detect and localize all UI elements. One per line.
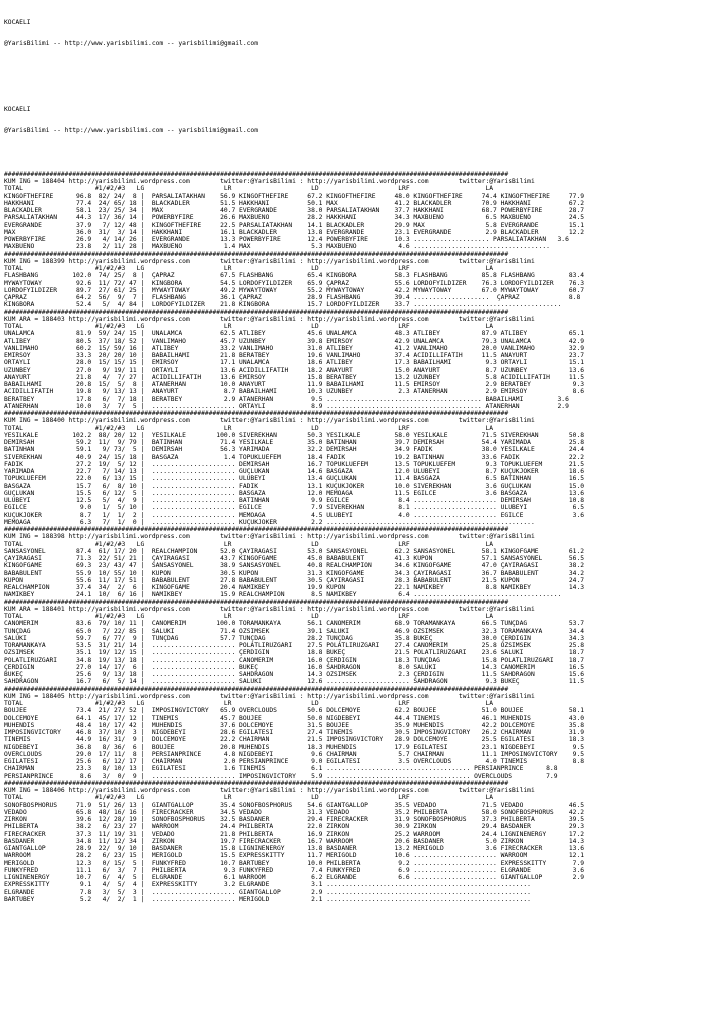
header-title: KOCAELI (4, 18, 31, 26)
race-title: KUM ING = 188406 http://yarisbilimi.wordpress.com twitter:@YarisBilimi : http://yarisbilimi.wordpress.com twitter:@YarisBilimi (4, 787, 535, 794)
table-row: TUNÇDAG 65.0 7/ 22/ 85 | SALUKI 71.4 ÖZSIMSEK 39.1 SALUKI 46.9 ÖZSIMSEK 32.3 TORAMANKAYA 34.4 (4, 627, 585, 635)
table-row: SANSASYONEL 87.4 61/ 17/ 20 | REALCHAMPION 52.0 ÇAYIRAGASI 53.0 SANSASYONEL 62.2 SANSASYONEL 58.1 KINGOFGAME 61.2 (4, 547, 585, 555)
table-row: GIANTGALLOP 28.9 22/ 9/ 10 | BASDANER 15.8 LIGNINENERGY 13.8 BASDANER 13.2 MERIGOLD 3.6 FIRECRACKER 13.6 (4, 845, 585, 852)
table-row: HAKKHANI 77.4 24/ 65/ 18 | BLACKADLER 51.5 HAKKHANI 50.1 MAX 41.2 BLACKADLER 70.9 HAKKHANI 67.2 (4, 199, 585, 207)
table-row: POWERBYFIRE 26.9 4/ 14/ 26 | EVERGRANDE 13.3 POWERBYFIRE 12.4 POWERBYFIRE 10.3 .................... PARSALIATAKHAN 3.6 (4, 236, 569, 243)
race-section (4, 309, 720, 411)
section-divider: ##################################################################################################################################### (4, 779, 509, 787)
table-row: BATINHAN 59.1 9/ 73/ 5 | DEMIRSAH 56.3 YARIMADA 32.2 DEMIRSAH 34.9 FADIK 38.0 YESILKALE 24.4 (4, 446, 585, 454)
table-row: CHAIRMAN 23.3 8/ 10/ 13 | EGILATESI 1.6 TINEMIS 6.1 ...................................... PERSIANPRINCE 8.8 (4, 765, 558, 773)
table-row: PERSIANPRINCE 8.6 3/ 0/ 9 | ...................... IMPOSINGVICTORY 5.9 ...................................... OVERCLOUDS 7.9 (4, 772, 558, 780)
table-row: IMPOSINGVICTORY 46.8 37/ 10/ 3 | NIGDEBEYI 28.6 EGILATESI 27.4 TINEMIS 30.5 IMPOSINGVICTORY 26.2 CHAIRMAN 31.9 (4, 729, 585, 736)
column-headers: TOTAL #1/#2/#3 LG LR LD LRF LA (4, 185, 494, 193)
table-row: KUPON 55.6 11/ 17/ 51 | BABABÜLENT 27.8 BABABÜLENT 30.5 ÇAYIRAGASI 28.3 BABABÜLENT 21.5 KUPON 24.7 (4, 576, 585, 584)
race-title: KUM ING = 188398 http://yarisbilimi.wordpress.com twitter:@YarisBilimi : http://yarisbilimi.wordpress.com twitter:@YarisBilimi (4, 533, 535, 541)
table-row: BERATBEY 17.8 6/ 7/ 18 | BERATBEY 2.9 ATANERHAN 9.5 ......................................... BABAILHAMI 3.6 (4, 395, 569, 403)
race-section (4, 171, 720, 251)
table-row: BLACKADLER 58.1 23/ 25/ 34 | MAX 40.7 EVERGRANDE 38.0 PARSALIATAKHAN 37.7 HAKKHANI 68.7 POWERBYFIRE 28.7 (4, 207, 585, 214)
section-divider: ##################################################################################################################################### (4, 410, 509, 417)
table-row: LIGNINENERGY 10.7 6/ 4/ 5 | ELGRANDE 6.1 WARROOM 6.2 ELGRANDE 6.6 ...................... GIANTGALLOP 2.9 (4, 874, 585, 881)
header-contact: @YarisBilimi -- http://www.yarisbilimi.com -- yarisbilimi@gmail.com (4, 127, 259, 135)
column-headers: TOTAL #1/#2/#3 LG LR LD LRF LA (4, 613, 494, 620)
table-row: KINGOFTHEFIRE 96.8 82/ 24/ 8 | PARSALIATAKHAN 56.9 KINGOFTHEFIRE 67.2 KINGOFTHEFIRE 48.0 KINGOFTHEFIRE 74.4 KINGOFTHEFIRE 77.9 (4, 192, 585, 200)
race-section (4, 410, 720, 526)
table-row: UZUNBEY 27.0 9/ 19/ 11 | ORTAYLI 13.6 ACIDILLIFATIH 18.2 ANAYURT 15.0 ANAYURT 8.7 UZUNBEY 13.6 (4, 366, 585, 374)
table-row: ELGRANDE 7.8 3/ 5/ 3 | ...................... GIANTGALLOP 2.9 ...................................................... (4, 888, 531, 896)
section-divider: ##################################################################################################################################### (4, 250, 509, 258)
table-row: EGILCE 9.0 1/ 5/ 10 | ...................... EGILCE 7.9 SIVEREKHAN 8.1 ...................... ULUBEYI 6.5 (4, 504, 585, 512)
table-row: BARTUBEY 5.2 4/ 2/ 1 | ...................... MERIGOLD 2.1 ...................................................... (4, 895, 531, 903)
race-section (4, 686, 720, 780)
table-row: CANOMERIM 83.6 79/ 10/ 11 | CANOMERIM 100.0 TORAMANKAYA 56.1 CANOMERIM 68.9 TORAMANKAYA 66.5 TUNÇDAG 53.7 (4, 620, 585, 628)
race-title: KUM ING = 188404 http://yarisbilimi.wordpress.com twitter:@YarisBilimi : http://yarisbilimi.wordpress.com twitter:@YarisBilimi (4, 178, 535, 185)
table-row: SAHDRAGON 16.7 6/ 5/ 14 | ...................... SALUKI 12.6 ...................... SAHDRAGON 9.3 BÜKEÇ 11.5 (4, 678, 585, 686)
table-row: PHILBERTA 38.2 6/ 23/ 27 | WARROOM 24.4 PHILBERTA 22.0 ZIRKON 30.9 ZIRKON 29.4 BASDANER 29.3 (4, 823, 585, 831)
table-row: SIVEREKHAN 40.9 24/ 15/ 18 | BASGAZA 1.4 TOPUKLUEFEM 18.4 FADIK 19.2 BATINHAN 33.6 FADIK 22.2 (4, 453, 585, 461)
table-row: BOUJEE 73.4 21/ 27/ 52 | IMPOSINGVICTORY 65.9 OVERCLOUDS 50.6 DOLCEMOYE 62.2 BOUJEE 51.0 BOUJEE 58.1 (4, 707, 585, 715)
race-title: KUM ING = 188400 http://yarisbilimi.wordpress.com twitter:@YarisBilimi : http://yarisbilimi.wordpress.com twitter:@YarisBilimi (4, 417, 535, 425)
table-row: TINEMIS 44.9 16/ 31/ 9 | DOLCEMOYE 22.2 CHAIRMAN 21.5 IMPOSINGVICTORY 28.9 DOLCEMOYE 25.5 EGILATESI 18.3 (4, 736, 585, 744)
column-headers: TOTAL #1/#2/#3 LG LR LD LRF LA (4, 323, 494, 330)
race-section (4, 599, 720, 686)
race-title: KUM ARA = 188403 http://yarisbilimi.wordpress.com twitter:@YarisBilimi : http://yarisbilimi.wordpress.com twitter:@YarisBilimi (4, 315, 535, 323)
table-row: ANAYURT 21.8 4/ 7/ 27 | ACIDILLIFATIH 13.6 EMIRSOY 15.8 BERATBEY 13.2 UZUNBEY 5.8 ACIDILLIFATIH 11.5 (4, 373, 585, 381)
table-row: EGILATESI 25.6 6/ 12/ 17 | CHAIRMAN 2.0 PERSIANPRINCE 9.0 EGILATESI 3.5 OVERCLOUDS 4.0 TINEMIS 8.8 (4, 758, 585, 765)
table-row: ÜNALAMCA 81.9 59/ 24/ 15 | ÜNALAMCA 62.5 ATLIBEY 45.6 ÜNALAMCA 48.3 ATLIBEY 87.9 ATLIBEY 65.1 (4, 330, 585, 338)
table-row: MERIGOLD 12.3 0/ 15/ 5 | FUNKYFRED 10.7 BARTUBEY 10.0 PHILBERTA 9.2 ...................... EXPRESSKITTY 7.9 (4, 859, 585, 867)
header-contact: @YarisBilimi -- http://www.yarisbilimi.com -- yarisbilimi@gmail.com (4, 40, 259, 48)
table-row: ZIRKON 39.6 12/ 28/ 19 | SONOFBOSPHORUS 32.5 BASDANER 29.4 FIRECRACKER 31.9 SONOFBOSPHORUS 37.3 PHILBERTA 39.5 (4, 816, 585, 823)
table-row: EMIRSOY 33.3 20/ 20/ 10 | BABAILHAMI 21.8 BERATBEY 19.6 VANLIMAHO 37.4 ACIDILLIFATIH 11.5 ANAYURT 23.7 (4, 352, 585, 359)
table-row: ORTAYLI 28.0 15/ 15/ 15 | EMIRSOY 17.1 ÜNALAMCA 18.6 ATLIBEY 17.3 BABAILHAMI 9.3 ORTAYLI 15.1 (4, 359, 585, 367)
table-row: ATANERHAN 10.0 3/ 7/ 5 | ...................... ORTAYLI 8.9 ......................................... ATANERHAN 2.9 (4, 402, 569, 410)
race-section (4, 780, 720, 903)
table-row: EVERGRANDE 37.9 7/ 12/ 48 | KINGOFTHEFIRE 22.5 PARSALIATAKHAN 14.1 BLACKADLER 29.9 MAX 5.8 EVERGRANDE 15.1 (4, 221, 585, 229)
column-headers: TOTAL #1/#2/#3 LG LR LD LRF LA (4, 424, 494, 432)
table-row: FLASHBANG 102.0 74/ 25/ 8 | ÇAPRAZ 67.5 FLASHBANG 65.4 KINGBORA 58.3 FLASHBANG 85.8 FLASHBANG 83.4 (4, 272, 585, 280)
header-title: KOCAELI (4, 105, 31, 113)
table-row: MAX 36.0 31/ 3/ 14 | HAKKHANI 16.1 BLACKADLER 13.8 EVERGRANDE 23.1 EVERGRANDE 2.9 BLACKADLER 12.2 (4, 228, 585, 236)
section-divider: ##################################################################################################################################### (4, 526, 509, 533)
table-row: YARIMADA 22.7 7/ 14/ 13 | ...................... GÜÇLÜKAN 14.6 BASGAZA 12.0 ULUBEYI 8.7 KÜÇÜKJOKER 18.6 (4, 468, 585, 475)
table-row: POLATLIRÜZGARI 34.8 19/ 13/ 18 | ...................... CANOMERIM 16.0 ÇERDIGIN 18.3 TUNÇDAG 15.8 POLATLIRÜZGARI 18.7 (4, 656, 585, 664)
section-divider: ##################################################################################################################################### (4, 308, 509, 316)
table-row: MEMOAGA 6.3 7/ 1/ 0 | ...................... KÜÇÜKJOKER 2.2 ....................................................... (4, 518, 535, 526)
table-row: LORDOFYILDIZER 89.7 27/ 61/ 25 | MYWAYTOWAY 49.2 MYWAYTOWAY 55.2 MYWAYTOWAY 42.2 MYWAYTOWAY 67.0 MYWAYTOWAY 60.7 (4, 286, 585, 294)
table-row: YESILKALE 102.2 88/ 20/ 12 | YESILKALE 100.0 SIVEREKHAN 50.3 YESILKALE 58.0 YESILKALE 71.5 SIVEREKHAN 50.8 (4, 431, 585, 439)
table-row: BASDANER 34.8 11/ 12/ 34 | ZIRKON 19.7 FIRECRACKER 16.7 WARROOM 20.6 BASDANER 5.0 ZIRKON 14.3 (4, 837, 585, 845)
section-divider: ##################################################################################################################################### (4, 685, 509, 693)
table-row: DOLCEMOYE 64.1 45/ 17/ 12 | TINEMIS 45.7 BOUJEE 50.0 NIGDEBEYI 44.4 TINEMIS 46.1 MÜHENDIS 43.0 (4, 714, 585, 722)
table-row: MYWAYTOWAY 92.6 11/ 72/ 47 | KINGBORA 54.5 LORDOFYILDIZER 65.9 ÇAPRAZ 55.6 LORDOFYILDIZER 76.3 LORDOFYILDIZER 76.3 (4, 279, 585, 287)
table-row: BASGAZA 15.7 6/ 8/ 10 | ...................... FADIK 13.1 KÜÇÜKJOKER 10.0 SIVEREKHAN 3.6 GÜÇLÜKAN 15.0 (4, 482, 585, 490)
table-row: KINGOFGAME 69.3 23/ 43/ 47 | SANSASYONEL 38.9 SANSASYONEL 40.8 REALCHAMPION 34.6 KINGOFGAME 47.0 ÇAYIRAGASI 38.2 (4, 562, 585, 570)
table-row: DEMIRSAH 59.2 11/ 9/ 79 | BATINHAN 71.4 YESILKALE 35.0 BATINHAN 39.7 DEMIRSAH 54.4 YARIMADA 25.8 (4, 439, 585, 446)
table-row: EXPRESSKITTY 9.1 4/ 5/ 4 | EXPRESSKITTY 3.2 ELGRANDE 3.1 ...................................................... (4, 881, 531, 889)
table-row: FIRECRACKER 37.3 11/ 19/ 31 | VEDADO 21.8 PHILBERTA 16.9 ZIRKON 25.2 WARROOM 24.4 LIGNINENERGY 17.2 (4, 830, 585, 838)
table-row: OVERCLOUDS 29.0 17/ 11/ 8 | PERSIANPRINCE 4.8 NIGDEBEYI 9.6 CHAIRMAN 5.7 CHAIRMAN 11.1 IMPOSINGVICTORY 9.5 (4, 750, 585, 758)
table-row: TORAMANKAYA 53.5 31/ 21/ 14 | ...................... POLATLIRÜZGARI 27.5 POLATLIRÜZGARI 27.4 CANOMERIM 25.8 ÖZSIMSEK 25.8 (4, 642, 585, 649)
section-divider: ##################################################################################################################################### (4, 598, 509, 606)
table-row: ATLIBEY 80.5 37/ 18/ 52 | VANLIMAHO 45.7 UZUNBEY 39.8 EMIRSOY 42.9 ÜNALAMCA 79.3 ÜNALAMCA 42.9 (4, 337, 585, 345)
column-headers: TOTAL #1/#2/#3 LG LR LD LRF LA (4, 700, 494, 707)
table-row: NIGDEBEYI 36.8 8/ 36/ 6 | BOUJEE 20.8 MÜHENDIS 18.3 MÜHENDIS 17.9 EGILATESI 23.1 NIGDEBEYI 9.5 (4, 743, 585, 751)
section-divider: ##################################################################################################################################### (4, 170, 509, 178)
column-headers: TOTAL #1/#2/#3 LG LR LD LRF LA (4, 265, 494, 272)
table-row: ÇAYIRAGASI 71.3 22/ 51/ 21 | ÇAYIRAGASI 43.7 KINGOFGAME 45.0 BABABÜLENT 41.3 KUPON 57.1 SANSASYONEL 56.5 (4, 555, 585, 562)
table-row: KÜÇÜKJOKER 8.7 1/ 1/ 2 | ...................... MEMOAGA 4.5 ULUBEYI 4.0 ...................... EGILCE 3.6 (4, 511, 585, 519)
table-row: WARROOM 28.2 6/ 23/ 15 | MERIGOLD 15.5 EXPRESSKITTY 11.7 MERIGOLD 10.6 ...................... WARROOM 12.1 (4, 852, 585, 860)
blank-line (4, 149, 720, 156)
table-row: PARSALIATAKHAN 44.3 17/ 36/ 14 | POWERBYFIRE 26.6 MAXBUENO 28.2 HAKKHANI 34.3 MAXBUENO 6.5 MAXBUENO 24.5 (4, 214, 585, 222)
table-row: MÜHENDIS 48.4 10/ 17/ 42 | MÜHENDIS 37.6 DOLCEMOYE 31.5 BOUJEE 35.9 MÜHENDIS 42.2 DOLCEMOYE 35.8 (4, 721, 585, 729)
table-row: SALUKI 59.7 6/ 77/ 9 | TUNÇDAG 57.7 TUNÇDAG 28.2 TUNÇDAG 35.8 BÜKEÇ 30.0 ÇERDIGIN 34.3 (4, 634, 585, 642)
blank-line (4, 84, 720, 91)
race-section (4, 251, 720, 309)
table-row: ACIDILLIFATIH 19.8 9/ 13/ 13 | ANAYURT 8.7 BABAILHAMI 10.3 UZUNBEY 2.3 ATANERHAN 2.9 EMIRSOY 8.6 (4, 388, 585, 396)
table-row: GÜÇLÜKAN 15.5 6/ 12/ 5 | ...................... BASGAZA 12.0 MEMOAGA 11.5 EGILCE 3.6 BASGAZA 13.6 (4, 489, 585, 497)
column-headers: TOTAL #1/#2/#3 LG LR LD LRF LA (4, 794, 494, 802)
table-row: SONOFBOSPHORUS 71.9 51/ 26/ 13 | GIANTGALLOP 35.4 SONOFBOSPHORUS 54.6 GIANTGALLOP 35.5 VEDADO 71.5 VEDADO 46.5 (4, 801, 585, 809)
table-row: TOPUKLUEFEM 22.0 6/ 13/ 15 | ...................... ULUBEYI 13.4 GÜÇLÜKAN 11.4 BASGAZA 6.5 BATINHAN 16.5 (4, 475, 585, 483)
blank-line (4, 62, 720, 69)
table-row: VEDADO 65.8 48/ 16/ 16 | FIRECRACKER 34.5 VEDADO 31.3 VEDADO 35.2 PHILBERTA 58.0 SONOFBOSPHORUS 42.2 (4, 808, 585, 816)
table-row: REALCHAMPION 37.4 34/ 2/ 6 | KINGOFGAME 20.4 NAMIKBEY 19.9 KUPON 22.1 NAMIKBEY 8.8 NAMIKBEY 14.3 (4, 584, 585, 591)
table-row: BÜKEÇ 25.6 9/ 13/ 18 | ...................... SAHDRAGON 14.3 ÖZSIMSEK 2.3 ÇERDIGIN 11.5 SAHDRAGON 15.6 (4, 671, 585, 678)
table-row: VANLIMAHO 60.2 15/ 59/ 16 | ATLIBEY 33.2 VANLIMAHO 31.0 ATLIBEY 41.2 VANLIMAHO 20.0 VANLIMAHO 32.9 (4, 344, 585, 352)
race-title: KUM ING = 188405 http://yarisbilimi.wordpress.com twitter:@YarisBilimi : http://yarisbilimi.wordpress.com twitter:@YarisBilimi (4, 692, 535, 700)
table-row: ULUBEYI 12.5 5/ 4/ 9 | ...................... BATINHAN 9.9 EGILCE 8.4 ...................... DEMIRSAH 10.8 (4, 497, 585, 504)
table-row: BABABÜLENT 55.9 10/ 55/ 10 | KUPON 30.5 KUPON 31.3 KINGOFGAME 34.3 ÇAYIRAGASI 36.7 BABABÜLENT 34.2 (4, 569, 585, 577)
table-row: ÇERDIGIN 27.0 14/ 17/ 6 | ...................... BÜKEÇ 16.0 SAHDRAGON 8.0 SALUKI 14.3 CANOMERIM 16.5 (4, 663, 585, 671)
race-title: KUM ARA = 188401 http://yarisbilimi.wordpress.com twitter:@YarisBilimi : http://yarisbilimi.wordpress.com twitter:@YarisBilimi (4, 605, 535, 613)
race-section (4, 526, 720, 599)
table-row: FADIK 27.2 19/ 5/ 12 | ...................... DEMIRSAH 16.7 TOPUKLUEFEM 13.5 TOPUKLUEFEM 9.3 TOPUKLUEFEM 21.5 (4, 460, 585, 468)
table-row: BABAILHAMI 20.8 15/ 5/ 8 | ATANERHAN 10.0 ANAYURT 11.9 BABAILHAMI 11.5 EMIRSOY 2.9 BERATBEY 9.3 (4, 381, 585, 388)
table-row: FUNKYFRED 11.1 6/ 3/ 7 | PHILBERTA 9.3 FUNKYFRED 7.4 FUNKYFRED 6.9 ...................... ELGRANDE 3.6 (4, 866, 585, 874)
table-row: MAXBUENO 23.8 2/ 11/ 28 | MAXBUENO 1.4 MAX 5.3 MAXBUENO 4.6 .................................... (4, 243, 550, 251)
table-row: NAMIKBEY 24.1 10/ 6/ 16 | NAMIKBEY 15.9 REALCHAMPION 8.5 NAMIKBEY 6.4 ....................................... (4, 591, 562, 599)
table-row: ÇAPRAZ 64.2 56/ 9/ 7 | FLASHBANG 36.1 ÇAPRAZ 28.9 FLASHBANG 39.4 .................... ÇAPRAZ 8.8 (4, 294, 581, 301)
column-headers: TOTAL #1/#2/#3 LG LR LD LRF LA (4, 540, 494, 548)
race-list (4, 171, 720, 903)
race-title: KUM ING = 188399 http://yarisbilimi.wordpress.com twitter:@YarisBilimi : http://yarisbilimi.wordpress.com twitter:@YarisBilimi (4, 257, 535, 265)
table-row: ÖZSIMSEK 35.1 19/ 12/ 15 | ...................... ÇERDIGIN 18.8 BÜKEÇ 21.5 POLATLIRÜZGARI 23.6 SALUKI 18.7 (4, 649, 585, 657)
table-row: KINGBORA 52.4 5/ 4/ 84 | LORDOFYILDIZER 21.8 KINGBORA 15.7 LORDOFYILDIZER 33.7 ....................................... (4, 301, 562, 309)
